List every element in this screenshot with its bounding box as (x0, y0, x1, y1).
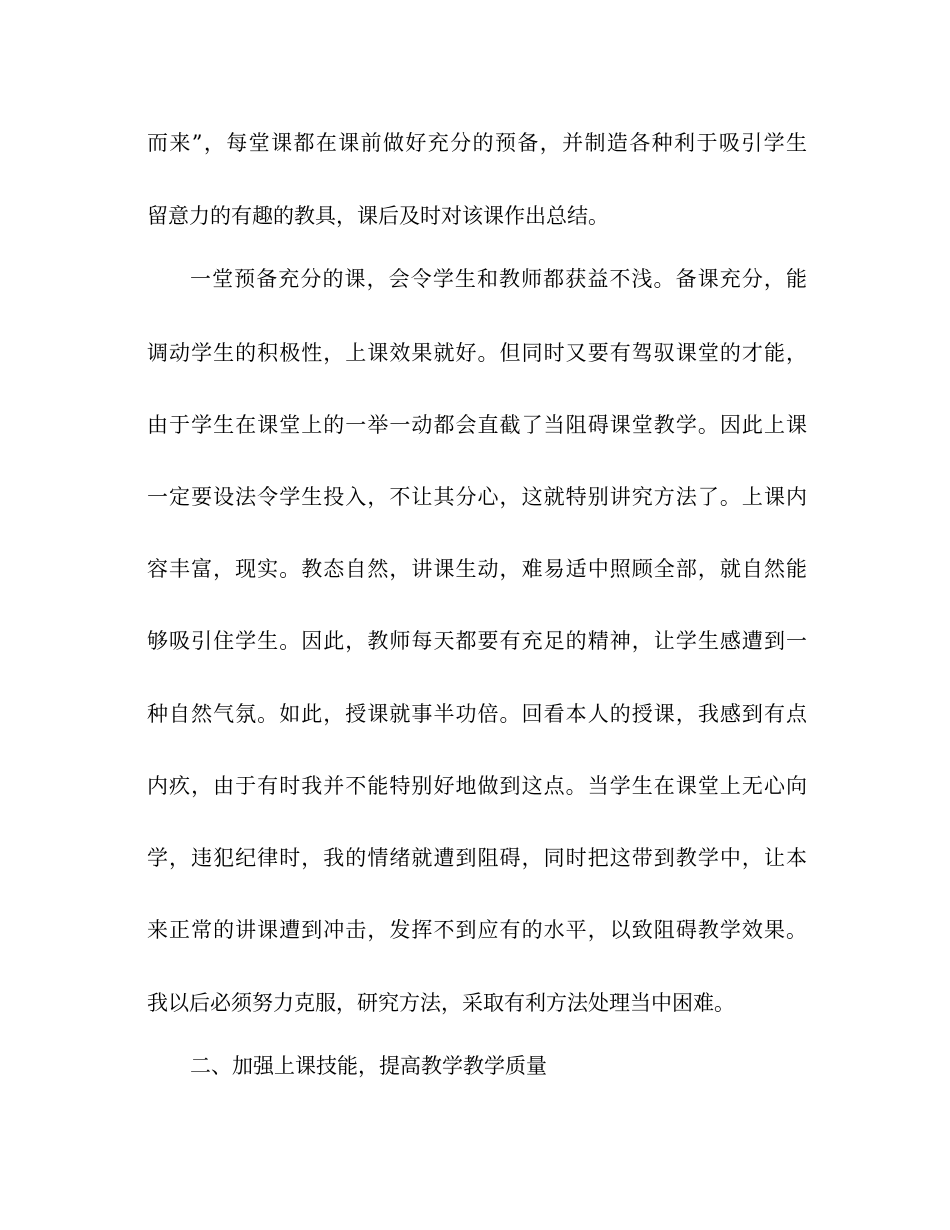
paragraph-line: 一堂预备充分的课，会令学生和教师都获益不浅。备课充分，能 (190, 267, 807, 291)
paragraph-line: 种自然气氛。如此，授课就事半功倍。回看本人的授课，我感到有点 (147, 702, 807, 726)
paragraph-line: 留意力的有趣的教具，课后及时对该课作出总结。 (147, 204, 609, 228)
paragraph-line: 够吸引住学生。因此，教师每天都要有充足的精神，让学生感遭到一 (147, 629, 807, 653)
paragraph-line: 一定要设法令学生投入，不让其分心，这就特别讲究方法了。上课内 (147, 485, 807, 509)
paragraph-line: 我以后必须努力克服，研究方法，采取有利方法处理当中困难。 (147, 991, 735, 1015)
paragraph-line: 容丰富，现实。教态自然，讲课生动，难易适中照顾全部，就自然能 (147, 557, 807, 581)
section-heading: 二、加强上课技能，提高教学教学质量 (190, 1054, 547, 1078)
paragraph-line: 来正常的讲课遭到冲击，发挥不到应有的水平，以致阻碍教学效果。 (147, 918, 807, 942)
paragraph-line: 而来”，每堂课都在课前做好充分的预备，并制造各种利于吸引学生 (147, 131, 807, 155)
paragraph-line: 学，违犯纪律时，我的情绪就遭到阻碍，同时把这带到教学中，让本 (147, 846, 807, 870)
paragraph-line: 由于学生在课堂上的一举一动都会直截了当阻碍课堂教学。因此上课 (147, 413, 807, 437)
paragraph-line: 内疚，由于有时我并不能特别好地做到这点。当学生在课堂上无心向 (147, 774, 807, 798)
paragraph-line: 调动学生的积极性，上课效果就好。但同时又要有驾驭课堂的才能， (147, 341, 807, 365)
